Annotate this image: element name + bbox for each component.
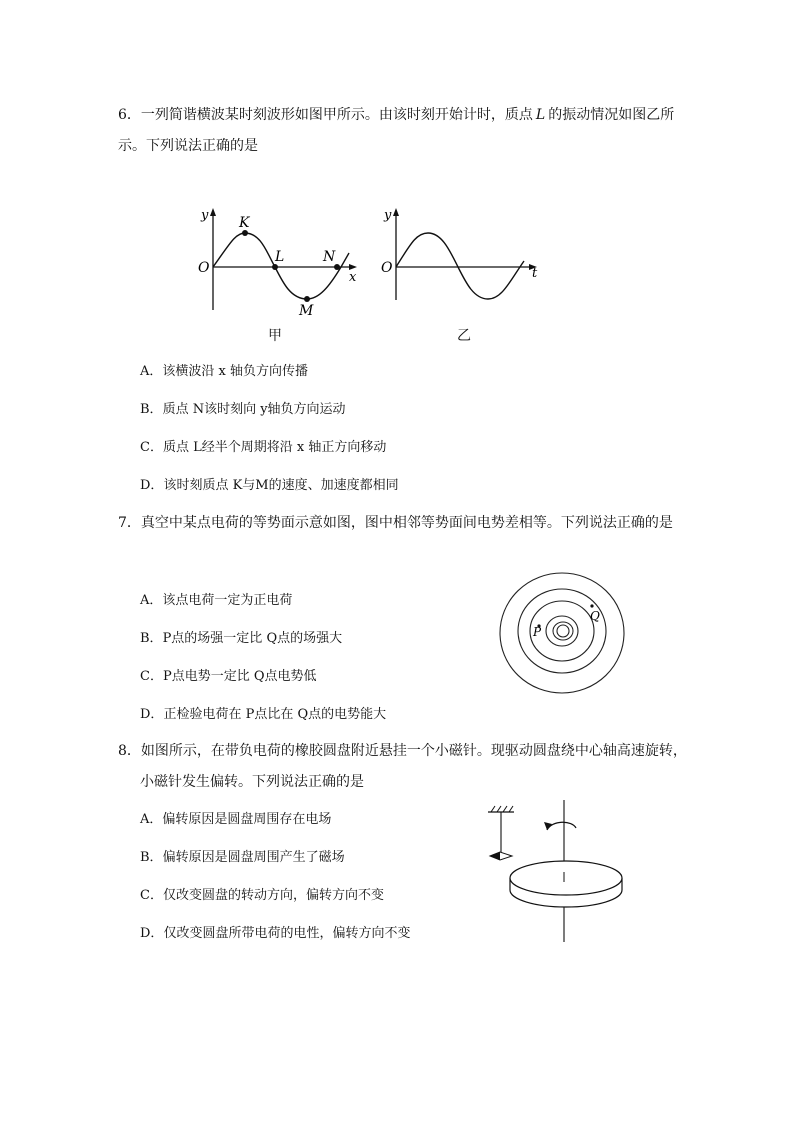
option-letter: B． [140, 631, 163, 646]
q6-caption-yi: 乙 [457, 328, 471, 344]
jia-y-label: y [201, 208, 209, 223]
option-letter: C． [140, 440, 163, 455]
q6-stem-part: 6．一列简谐横波某时刻波形如图甲所示。由该时刻开始计时，质点 [118, 107, 533, 123]
jia-x-label: x [349, 270, 357, 285]
option-letter: D． [140, 707, 164, 722]
option-letter: B． [140, 850, 163, 865]
q7-equipotential-figure [494, 568, 634, 698]
option-text: 该点电荷一定为正电荷 [162, 593, 293, 608]
q6-stem-var-L: L [535, 107, 546, 123]
option-text: 质点 N该时刻向 y轴负方向运动 [162, 402, 346, 417]
jia-L-label: L [275, 249, 285, 265]
q8-stem-line2: 小磁针发生偏转。下列说法正确的是 [140, 774, 364, 790]
option-letter: A． [140, 593, 163, 608]
option-letter: C． [140, 888, 163, 903]
option-letter: D． [140, 926, 164, 941]
jia-M-label: M [299, 303, 314, 319]
q6-figure-yi [378, 205, 543, 305]
yi-origin-label: O [381, 260, 393, 276]
q6-stem-line2: 示。下列说法正确的是 [118, 138, 258, 154]
q7-option-d[interactable] [140, 703, 386, 722]
option-text: 该横波沿 x 轴负方向传播 [162, 364, 308, 379]
option-text: 仅改变圆盘所带电荷的电性，偏转方向不变 [163, 926, 411, 941]
yi-t-label: t [532, 266, 538, 281]
option-text: P点的场强一定比 Q点的场强大 [162, 631, 343, 646]
q8-option-a[interactable] [140, 808, 331, 827]
q6-option-b[interactable] [140, 398, 346, 417]
q7-Q-label: Q [590, 609, 600, 623]
jia-origin-label: O [198, 260, 210, 276]
q7-stem-line1: 7．真空中某点电荷的等势面示意如图，图中相邻等势面间电势差相等。下列说法正确的是 [118, 515, 673, 531]
jia-N-label: N [323, 249, 336, 265]
q8-stem-line1: 8．如图所示，在带负电荷的橡胶圆盘附近悬挂一个小磁针。现驱动圆盘绕中心轴高速旋转， [118, 743, 687, 759]
q6-stem-line1 [118, 104, 674, 124]
q6-option-c[interactable] [140, 436, 386, 455]
option-text: 该时刻质点 K与M的速度、加速度都相同 [163, 478, 399, 493]
q6-option-d[interactable] [140, 474, 399, 493]
q7-option-b[interactable] [140, 627, 342, 646]
option-letter: C． [140, 669, 163, 684]
q7-P-label: P [533, 625, 542, 639]
option-letter: D． [140, 478, 164, 493]
q7-option-c[interactable] [140, 665, 317, 684]
q8-option-c[interactable] [140, 884, 384, 903]
q8-option-b[interactable] [140, 846, 345, 865]
q6-caption-jia: 甲 [268, 328, 282, 344]
jia-K-label: K [239, 215, 250, 231]
yi-y-label: y [384, 208, 392, 223]
q8-option-d[interactable] [140, 922, 410, 941]
option-text: P点电势一定比 Q点电势低 [162, 669, 317, 684]
option-text: 偏转原因是圆盘周围产生了磁场 [162, 850, 345, 865]
q6-figure-jia [195, 205, 365, 320]
option-letter: B． [140, 402, 163, 417]
option-text: 质点 L经半个周期将沿 x 轴正方向移动 [162, 440, 387, 455]
q6-stem-part2: 的振动情况如图乙所 [548, 107, 675, 123]
option-text: 仅改变圆盘的转动方向，偏转方向不变 [162, 888, 384, 903]
option-text: 偏转原因是圆盘周围存在电场 [162, 812, 332, 827]
q6-option-a[interactable] [140, 360, 308, 379]
option-letter: A． [140, 364, 163, 379]
q7-option-a[interactable] [140, 589, 292, 608]
option-text: 正检验电荷在 P点比在 Q点的电势能大 [163, 707, 387, 722]
option-letter: A． [140, 812, 163, 827]
q6-full-stem [0, 0, 1, 1]
q8-disk-figure [484, 800, 624, 945]
